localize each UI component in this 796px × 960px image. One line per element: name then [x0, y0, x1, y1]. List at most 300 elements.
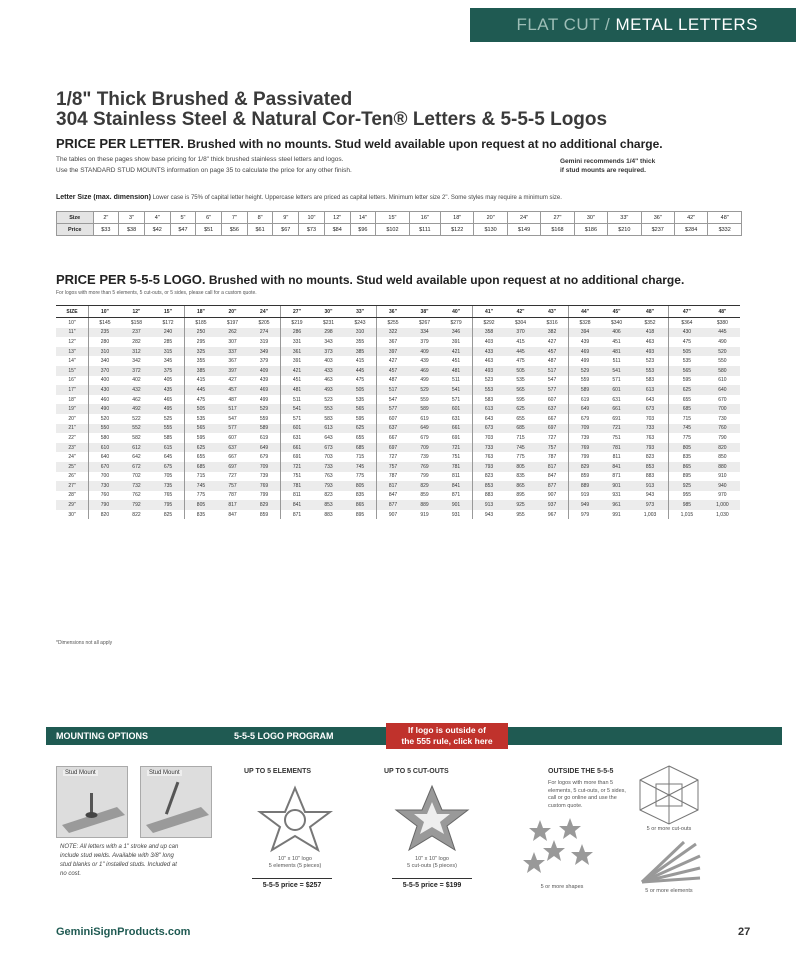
- logo-price-cell: 535: [668, 356, 704, 366]
- logo-price-cell: 769: [409, 462, 440, 472]
- logo-price-cell: 552: [121, 424, 152, 434]
- logo-price-cell: 820: [705, 443, 740, 453]
- letter-price-cell: $186: [574, 224, 607, 236]
- logo-price-cell: 237: [121, 328, 152, 338]
- logo-price-cell: 880: [705, 462, 740, 472]
- logo-price-cell: 817: [536, 462, 568, 472]
- logo-price-cell: 847: [377, 491, 409, 501]
- logo-price-cell: 825: [163, 511, 173, 518]
- letter-size-cell: 5": [170, 212, 196, 224]
- logo-price-cell: 475: [516, 358, 525, 365]
- letter-price-cell: $84: [324, 224, 350, 236]
- cutouts-price: 5-5-5 price = $199: [392, 878, 472, 889]
- logo-price-cell: 715: [355, 454, 365, 461]
- logo-price-cell: $328: [569, 318, 601, 328]
- logo-price-cell: 865: [668, 462, 704, 472]
- letter-size-cell: 33": [608, 212, 641, 224]
- logo-price-cell: 345: [163, 358, 173, 365]
- size-header: Size: [57, 212, 94, 224]
- logo-price-cell: 409: [248, 366, 280, 376]
- logo-price-cell: 871: [281, 510, 313, 520]
- logo-price-cell: 511: [612, 358, 621, 365]
- footer-url[interactable]: GeminiSignProducts.com: [56, 926, 191, 938]
- logo-price-cell: 565: [344, 404, 376, 414]
- logo-price-cell: 643: [473, 414, 505, 424]
- gemini-recommendation: [560, 157, 760, 175]
- logo-price-cell: 847: [228, 511, 237, 518]
- logo-price-cell: 462: [132, 396, 141, 403]
- logo-row-size: 15": [56, 366, 88, 376]
- logo-price-cell: 421: [281, 366, 313, 376]
- logo-price-cell: 762: [132, 492, 141, 499]
- logo-price-cell: 640: [705, 385, 740, 395]
- logo-price-cell: 385: [344, 347, 376, 357]
- logo-price-cell: 358: [473, 328, 505, 338]
- logo-price-cell: 877: [377, 500, 409, 510]
- stars-icon: [520, 814, 604, 884]
- logo-price-cell: 415: [184, 376, 216, 386]
- table-row: [56, 462, 740, 472]
- logo-price-cell: 703: [473, 433, 505, 443]
- logo-price-cell: 679: [420, 434, 429, 441]
- logo-col-header: 30": [313, 306, 344, 318]
- logo-price-cell: 559: [259, 415, 269, 422]
- logo-price-cell: 709: [569, 424, 601, 434]
- logo-price-cell: 757: [217, 481, 248, 491]
- logo-price-cell: 577: [217, 424, 248, 434]
- logo-price-cell: 550: [718, 358, 727, 365]
- logo-price-cell: 589: [409, 404, 440, 414]
- logo-price-cell: 673: [632, 404, 668, 414]
- burst-icon: [636, 838, 702, 886]
- logo-price-cell: 649: [569, 404, 601, 414]
- logo-price-cell: 571: [451, 396, 461, 403]
- logo-price-cell: 607: [228, 434, 237, 441]
- logo-price-cell: $185: [184, 318, 216, 328]
- logo-price-cell: 481: [440, 366, 472, 376]
- logo-price-cell: 465: [163, 396, 173, 403]
- logo-price-cell: 517: [377, 385, 409, 395]
- logo-price-cell: $219: [281, 318, 313, 328]
- logo-price-cell: 595: [184, 433, 216, 443]
- logo-price-cell: 799: [420, 473, 429, 480]
- logo-col-header: 33": [344, 306, 376, 318]
- logo-price-cell: 895: [516, 492, 525, 499]
- logo-price-cell: 610: [718, 377, 727, 384]
- logo-price-cell: 631: [281, 433, 313, 443]
- logo-price-cell: 469: [409, 366, 440, 376]
- logo-price-cell: 949: [569, 500, 601, 510]
- letter-price-cell: $102: [376, 224, 409, 236]
- logo-price-cell: $243: [354, 319, 366, 326]
- logo-price-cell: 511: [281, 395, 313, 405]
- letter-size-cell: 24": [507, 212, 540, 224]
- logo-price-cell: 612: [121, 443, 152, 453]
- logo-price-cell: 402: [132, 377, 141, 384]
- logo-price-cell: 985: [668, 500, 704, 510]
- logo-price-cell: 460: [88, 395, 120, 405]
- logo-price-cell: 595: [668, 376, 704, 386]
- table-row: [56, 385, 740, 395]
- letter-size-cell: 27": [541, 212, 574, 224]
- logo-price-cell: 262: [217, 328, 248, 338]
- logo-price-cell: 322: [377, 328, 409, 338]
- logo-price-cell: 745: [184, 481, 216, 491]
- logo-price-cell: 667: [377, 433, 409, 443]
- logo-price-cell: 895: [668, 472, 704, 482]
- logo-price-cell: 835: [355, 492, 365, 499]
- logo-price-cell: 895: [355, 511, 365, 518]
- logo-price-cell: 829: [409, 481, 440, 491]
- logo-price-cell: $205: [258, 319, 270, 326]
- logo-price-cell: 559: [569, 376, 601, 386]
- logo-price-cell: 439: [420, 358, 429, 365]
- logo-price-cell: 370: [505, 328, 536, 338]
- logo-row-size: 26": [68, 473, 76, 480]
- logo-price-cell: 721: [281, 462, 313, 472]
- logo-price-cell: 1,030: [716, 511, 729, 518]
- logo-price-cell: $267: [418, 319, 431, 326]
- logo-price-cell: 901: [440, 500, 472, 510]
- logo-price-cell: 433: [473, 347, 505, 357]
- letter-size-cell: 3": [119, 212, 145, 224]
- logo-price-cell: 523: [324, 396, 333, 403]
- logo-price-cell: 853: [313, 500, 344, 510]
- logo-price-cell: 760: [705, 424, 740, 434]
- logo-row-size: 28": [68, 492, 76, 499]
- logo-price-cell: 751: [612, 434, 621, 441]
- logo-price-cell: 469: [569, 347, 601, 357]
- logo-price-cell: 775: [184, 491, 216, 501]
- logo-price-cell: 325: [184, 347, 216, 357]
- letter-price-cell: $332: [708, 224, 742, 236]
- logo-price-cell: 769: [248, 481, 280, 491]
- logo-price-cell: 517: [536, 366, 568, 376]
- logo-col-header: 47": [668, 306, 704, 318]
- logo-row-size: 25": [56, 462, 88, 472]
- letter-size-cell: 42": [674, 212, 707, 224]
- logo-price-cell: 775: [516, 454, 525, 461]
- price-per-logo-label: PRICE PER 5-5-5 LOGO.: [56, 272, 206, 287]
- logo-col-header: 48": [632, 306, 668, 318]
- logo-price-cell: $316: [546, 319, 558, 326]
- logo-price-cell: 529: [409, 385, 440, 395]
- logo-price-cell: 913: [632, 481, 668, 491]
- logo-price-cell: 547: [228, 415, 237, 422]
- letter-size-desc: Lower case is 75% of capital letter height. Uppercase letters are priced as capital letters. Minimum letter size 2". Some styles may require a minimum size.: [152, 195, 562, 201]
- logo-price-cell: 481: [601, 347, 632, 357]
- logo-price-cell: 493: [313, 385, 344, 395]
- logo-price-cell: 487: [377, 376, 409, 386]
- cube-caption: 5 or more cut-outs: [646, 826, 692, 832]
- letter-price-cell: $210: [608, 224, 641, 236]
- logo-price-cell: 613: [632, 385, 668, 395]
- logo-price-cell: 931: [451, 511, 461, 518]
- logo-price-cell: 733: [473, 443, 505, 453]
- table-row: [56, 452, 740, 462]
- logo-price-cell: 295: [184, 337, 216, 347]
- logo-price-cell: 282: [132, 338, 141, 345]
- logo-price-cell: 285: [163, 338, 173, 345]
- logo-price-cell: 661: [440, 424, 472, 434]
- logo-row-size: 18": [68, 396, 76, 403]
- logo-price-cell: 859: [259, 511, 269, 518]
- logo-price-cell: 487: [547, 358, 557, 365]
- logo-col-header: 36": [377, 306, 409, 318]
- logo-price-cell: 907: [377, 510, 409, 520]
- logo-price-cell: 505: [184, 404, 216, 414]
- logo-price-cell: 601: [281, 424, 313, 434]
- logo-price-cell: 495: [152, 404, 184, 414]
- letter-size-note: [56, 194, 776, 201]
- logo-price-cell: 589: [248, 424, 280, 434]
- logo-price-cell: 645: [163, 454, 173, 461]
- logo-price-cell: 799: [259, 492, 269, 499]
- logo-price-cell: 643: [324, 434, 333, 441]
- logo-price-cell: 715: [668, 414, 704, 424]
- logo-price-cell: 697: [217, 462, 248, 472]
- logo-price-cell: 571: [281, 414, 313, 424]
- logo-price-cell: 691: [612, 415, 621, 422]
- logo-price-cell: 613: [473, 404, 505, 414]
- logo-price-cell: 385: [184, 366, 216, 376]
- logo-price-cell: 763: [645, 434, 655, 441]
- logo-price-cell: 970: [718, 492, 727, 499]
- table-row: [56, 491, 740, 501]
- logo-price-cell: 525: [163, 415, 173, 422]
- logo-price-cell: 979: [569, 510, 601, 520]
- logo-price-cell: 490: [718, 338, 727, 345]
- logo-price-cell: 499: [569, 356, 601, 366]
- table-row: [56, 433, 740, 443]
- table-row: [56, 376, 740, 386]
- logo-price-cell: 820: [88, 510, 120, 520]
- logo-price-cell: 319: [259, 338, 269, 345]
- logo-price-cell: 675: [152, 462, 184, 472]
- logo-price-cell: 865: [344, 500, 376, 510]
- logo-row-size: 10": [68, 319, 76, 326]
- logo-price-cell: $380: [716, 319, 728, 326]
- logo-price-cell: 505: [668, 347, 704, 357]
- logo-price-cell: 661: [281, 443, 313, 453]
- logo-price-cell: 391: [451, 338, 461, 345]
- logo-price-cell: 655: [668, 395, 704, 405]
- logo-price-cell: 435: [152, 385, 184, 395]
- table-row: [56, 424, 740, 434]
- logo-price-cell: 493: [632, 347, 668, 357]
- logo-price-cell: 672: [121, 462, 152, 472]
- logo-price-cell: $145: [88, 318, 120, 328]
- logo-price-cell: 601: [601, 385, 632, 395]
- letter-size-cell: 6": [196, 212, 222, 224]
- logo-price-cell: 250: [184, 328, 216, 338]
- logo-price-cell: 397: [217, 366, 248, 376]
- letter-price-cell: $51: [196, 224, 222, 236]
- logo-price-cell: 883: [473, 491, 505, 501]
- logo-price-cell: 505: [344, 385, 376, 395]
- logo-price-cell: 334: [409, 328, 440, 338]
- logo-price-cell: 451: [612, 338, 621, 345]
- logo-price-cell: 735: [152, 481, 184, 491]
- logo-col-header: 27": [281, 306, 313, 318]
- table-row: [56, 404, 740, 414]
- logo-price-cell: 943: [645, 492, 655, 499]
- logo-price-cell: 375: [152, 366, 184, 376]
- logo-price-cell: 667: [228, 454, 237, 461]
- logo-price-cell: 721: [440, 443, 472, 453]
- logo-price-cell: 457: [377, 366, 409, 376]
- logo-price-cell: 565: [184, 424, 216, 434]
- logo-price-cell: 751: [451, 454, 461, 461]
- letter-size-cell: 8": [247, 212, 273, 224]
- table-row: [56, 328, 740, 338]
- logo-price-cell: 817: [217, 500, 248, 510]
- letter-price-cell: $61: [247, 224, 273, 236]
- logo-price-cell: 553: [313, 404, 344, 414]
- logo-price-cell: 925: [505, 500, 536, 510]
- logo-row-size: 11": [56, 328, 88, 338]
- letter-price-cell: $168: [541, 224, 574, 236]
- logo-table-corner: SIZE: [56, 306, 88, 318]
- logo-price-cell: 340: [88, 356, 120, 366]
- logo-price-cell: 703: [645, 415, 655, 422]
- letter-price-cell: $122: [441, 224, 474, 236]
- logo-row-size: 19": [56, 404, 88, 414]
- letter-price-cell: $130: [474, 224, 507, 236]
- logo-price-cell: 727: [377, 452, 409, 462]
- logo-price-cell: 823: [324, 492, 333, 499]
- elements-cap-1: 10" x 10" logo: [278, 856, 312, 862]
- price-header: Price: [57, 224, 94, 236]
- table-row: [56, 481, 740, 491]
- pricing-notes: [56, 154, 526, 176]
- logo-price-cell: 739: [420, 454, 429, 461]
- logo-price-cell: 745: [505, 443, 536, 453]
- logo-price-cell: 240: [152, 328, 184, 338]
- logo-price-cell: 805: [668, 443, 704, 453]
- logo-price-cell: 871: [451, 492, 461, 499]
- logo-price-cell: 493: [473, 366, 505, 376]
- logo-price-cell: 649: [248, 443, 280, 453]
- logo-col-header: 20": [217, 306, 248, 318]
- logo-price-cell: $158: [130, 319, 143, 326]
- logo-col-header: 10": [88, 306, 120, 318]
- logo-price-cell: 739: [569, 433, 601, 443]
- letter-size-cell: 16": [409, 212, 440, 224]
- logo-price-cell: 439: [259, 377, 269, 384]
- table-row: [56, 318, 740, 328]
- logo-price-cell: 427: [377, 356, 409, 366]
- logo-price-cell: 349: [248, 347, 280, 357]
- price-per-letter-heading: [56, 136, 776, 151]
- logo-price-cell: 739: [259, 473, 269, 480]
- outside-rule-link[interactable]: [386, 723, 508, 749]
- logo-row-size: 12": [68, 338, 76, 345]
- logo-price-cell: 793: [473, 462, 505, 472]
- logo-price-cell: 607: [547, 396, 557, 403]
- logo-price-cell: 487: [228, 396, 237, 403]
- letter-price-cell: $33: [93, 224, 119, 236]
- logo-row-size: 24": [68, 454, 76, 461]
- logo-price-cell: 346: [440, 328, 472, 338]
- logo-price-cell: 469: [248, 385, 280, 395]
- logo-col-header: 38": [409, 306, 440, 318]
- logo-price-cell: 853: [473, 481, 505, 491]
- logo-price-cell: 445: [705, 328, 740, 338]
- table-row: [56, 356, 740, 366]
- logo-price-cell: 541: [281, 404, 313, 414]
- logo-price-cell: 795: [152, 500, 184, 510]
- logo-price-cell: 847: [547, 473, 557, 480]
- logo-price-cell: 451: [451, 358, 461, 365]
- table-row: [56, 443, 740, 453]
- price-per-letter-desc: Brushed with no mounts. Stud weld available upon request at no additional charge.: [187, 137, 663, 151]
- logo-price-cell: 445: [505, 347, 536, 357]
- logo-row-size: 20": [68, 415, 76, 422]
- price-per-logo-heading: [56, 272, 776, 287]
- logo-price-cell: 583: [324, 415, 333, 422]
- logo-price-cell: 991: [612, 511, 621, 518]
- stars-caption: 5 or more shapes: [540, 884, 584, 890]
- logo-price-cell: 763: [473, 452, 505, 462]
- logo-price-cell: 691: [451, 434, 461, 441]
- logo-price-cell: 397: [377, 347, 409, 357]
- logo-price-cell: 715: [184, 472, 216, 482]
- logo-price-cell: 787: [377, 472, 409, 482]
- letter-price-cell: $56: [222, 224, 248, 236]
- logo-price-cell: 811: [281, 491, 313, 501]
- spacer-mount-icon: [141, 767, 211, 837]
- logo-price-cell: 582: [132, 434, 141, 441]
- logo-row-size: 29": [56, 500, 88, 510]
- logo-price-cell: 331: [281, 337, 313, 347]
- logo-row-size: 30": [68, 511, 76, 518]
- logo-price-cell: 679: [259, 454, 269, 461]
- letter-size-cell: 12": [324, 212, 350, 224]
- logo-price-cell: 370: [88, 366, 120, 376]
- letter-size-cell: 7": [222, 212, 248, 224]
- logo-price-cell: 463: [473, 356, 505, 366]
- logo-price-cell: $364: [668, 318, 704, 328]
- logo-price-cell: 751: [281, 472, 313, 482]
- mounting-options-label: MOUNTING OPTIONS: [56, 731, 148, 741]
- logo-price-cell: 685: [184, 462, 216, 472]
- elements-logo-icon: [250, 782, 340, 854]
- logo-price-cell: 405: [163, 377, 173, 384]
- logo-row-size: 21": [56, 424, 88, 434]
- logo-price-cell: 685: [505, 424, 536, 434]
- stud-mount-label: Stud Mount: [65, 770, 96, 776]
- logo-price-cell: 955: [668, 491, 704, 501]
- logo-price-cell: 361: [281, 347, 313, 357]
- logo-price-cell: 580: [88, 433, 120, 443]
- logo-subnote: For logos with more than 5 elements, 5 cut-outs, or 5 sides, please call for a custom quote.: [56, 290, 257, 296]
- logo-price-cell: 553: [632, 366, 668, 376]
- gemini-line-1: Gemini recommends 1/4" thick: [560, 158, 656, 165]
- logo-row-size: 23": [56, 443, 88, 453]
- logo-price-cell: 910: [718, 473, 727, 480]
- logo-price-cell: 637: [536, 404, 568, 414]
- logo-price-cell: 406: [601, 328, 632, 338]
- logo-price-cell: 829: [248, 500, 280, 510]
- logo-price-cell: 373: [313, 347, 344, 357]
- logo-program-label: 5-5-5 LOGO PROGRAM: [234, 731, 334, 741]
- letter-price-table: [56, 211, 742, 236]
- logo-price-cell: 430: [668, 328, 704, 338]
- logo-price-cell: 763: [324, 473, 333, 480]
- logo-price-cell: 235: [88, 328, 120, 338]
- letter-size-cell: 36": [641, 212, 674, 224]
